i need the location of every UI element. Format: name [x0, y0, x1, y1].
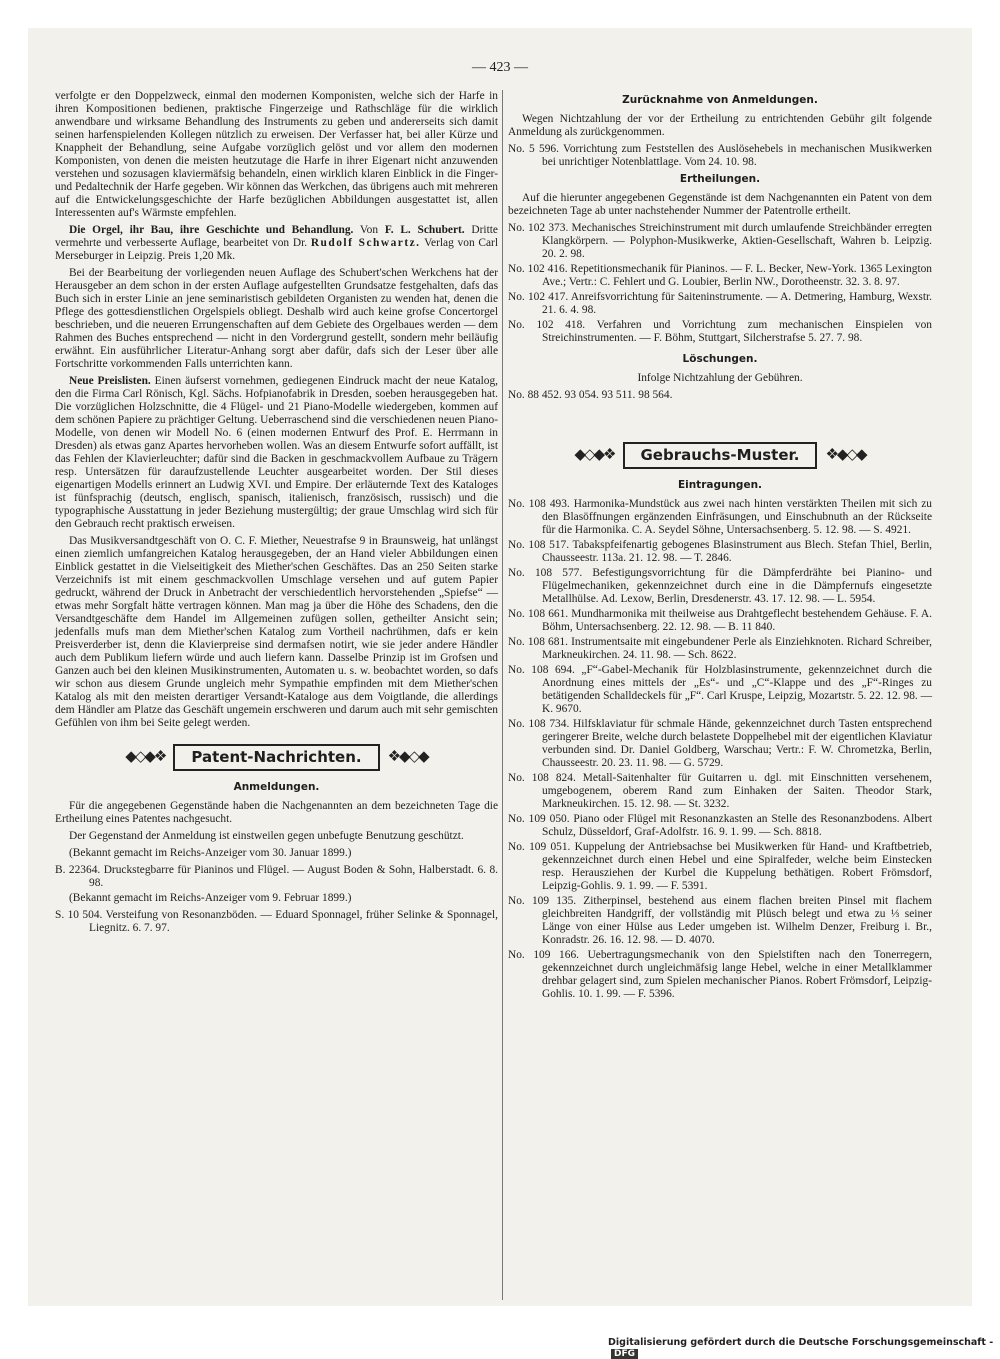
list-item: No. 108 577. Befestigungsvorrichtung für die Dämpferdrähte bei Pianino- und Flügelmechaniken, gekennzeichnet durch eine in die Dämpfernufs eingesetzte Metallhülse. Ad. Lexow, Berlin, Dresdenerstr. 43. 17. 12. 98. — L. 5954. [508, 567, 932, 605]
orgel-review-heading: Die Orgel, ihr Bau, ihre Geschichte und Behandlung. Von F. L. Schubert. Dritte vermehrte und verbesserte Auflage, bearbeitet von Dr. Rudolf Schwartz. Verlag von Carl Merseburger in Leipzig. Preis 1,20 Mk. [55, 224, 498, 262]
list-item: No. 108 661. Mundharmonika mit theilweise aus Drahtgeflecht bestehendem Gehäuse. F. A. Böhm, Untersachsenberg. 22. 12. 98. — B. 11 840. [508, 608, 932, 633]
list-item: No. 108 517. Tabakspfeifenartig gebogenes Blasinstrument aus Blech. Stefan Thiel, Berlin, Chausseestr. 113a. 21. 12. 98. — T. 2846. [508, 539, 932, 564]
dfg-logo: DFG [611, 1349, 638, 1359]
ornament-left-icon: ◆◇◆❖ [574, 447, 615, 463]
miether-paragraph: Das Musikversandtgeschäft von O. C. F. Miether, Neuestrafse 9 in Braunsweig, hat unlängst einen ziemlich umfangreichen Katalog herausgegeben, der an Hand vieler Abbildungen einen Einblick gestattet in die Vielseitigkeit des Miether'schen Geschäftes. Das an 250 Seiten starke Verzeichnifs ist mit einem geschmackvollen Umschlage versehen und auf gutem Papier gedruckt, während der Druck in Anbetracht der verschiedentlich hervorstehenden „Spiefse“ — etwas mehr Sorgfalt hätte vertragen können. Man mag ja über die Höhe des Schadens, den die Versandtgeschäfte dem Handel im Allgemeinen zufügen sollen, getheilter Ansicht sein; jedenfalls mufs man dem Miether'schen Katalog zum Vortheil nachrühmen, dafs er kein Preisverderber ist, denn die Klavierpreise sind dermafsen notirt, wie sie jeder andere Händler auch dem Publikum liefern würde und auch liefern kann. Dasselbe Prinzip ist im Grofsen und Ganzen auch bei den kleinen Musikinstrumenten, Automaten u. s. w. beobachtet worden, so dafs wir schon aus diesem Grunde ungleich mehr Sympathie empfinden mit dem Miether'schen Katalog als mit den meisten derartiger Versandt-Kataloge aus dem Voigtlande, die allerdings dem Händler am Platze das Geschäft ungemein erschweren und darum auch mit sehr gemischten Gefühlen von ihm bei Seite gelegt werden. [55, 535, 498, 729]
anmeldungen-intro: Für die angegebenen Gegenstände haben die Nachgenannten an dem bezeichneten Tage die Ertheilung eines Patentes nachgesucht. [55, 800, 498, 825]
list-item: No. 108 694. „F“-Gabel-Mechanik für Holzblasinstrumente, gekennzeichnet durch die Anordnung eines mittels der „Es“- und „C“-Klappe und des „F“-Ringes zu betätigenden Schalldeckels für „F“. Carl Kruspe, Leipzig, Mozartstr. 5. 22. 12. 98. — K. 9670. [508, 664, 932, 715]
ornament-right-icon: ❖◆◇◆ [387, 749, 428, 765]
loeschungen-entry: No. 88 452. 93 054. 93 511. 98 564. [508, 389, 673, 401]
preislisten-paragraph: Neue Preislisten. Einen äufserst vornehmen, gediegenen Eindruck macht der neue Katalog, den die Firma Carl Rönisch, Kgl. Sächs. Hofpianofabrik in Dresden, soeben herausgegeben hat. Die vorzüglichen Holzschnitte, die 4 Flügel- und 21 Piano-Modelle wiedergeben, kommen auf dem schönen Papiere zu prächtiger Geltung. Ueberraschend sind die verschiedenen neuen Piano-Modelle, von denen wir Modell No. 6 (einen modernen Entwurf des Prof. E. Herrmann in Dresden) als etwas ganz Apartes hervorheben wollen. Was an diesem Entwurfe sofort auffällt, ist das Fehlen der Klavierleuchter; dafür sind die Backen in geschmackvollem Aufbaue zu Trägern resp. Untersätzen für daraufzustellende Leuchter ausgearbeitet worden. Der Stil dieses eigenartigen Modells erinnert an Ludwig XVI. und Empire. Der erläuternde Text des Kataloges ist fünfsprachig (deutsch, englisch, spanisch, italienisch, französisch, russisch) und die typographische Ausstattung in jeder Beziehung mustergültig; der graue Umschlag wird sich für den Gebrauch recht praktisch erweisen. [55, 375, 498, 530]
list-item: No. 108 734. Hilfsklaviatur für schmale Hände, gekennzeichnet durch Tasten entsprechend geringerer Breite, welche durch belastete Doppelhebel mit der eigentlichen Klaviatur verbunden sind. Dr. Daniel Goldberg, Warschau; Vertr.: F. W. Chrometzka, Berlin, Chausseestr. 20. 23. 11. 98. — G. 5729. [508, 718, 932, 769]
harfe-review-text: verfolgte er den Doppelzweck, einmal den modernen Komponisten, welche sich der Harfe in ihren Kompositionen bedienen, praktische Fingerzeige und Rathschläge für die wirklich anwendbare und wirksame Behandlung des Instruments zu geben und andererseits sich damit seinen harfenspielenden Kollegen nützlich zu erweisen. Der Verfasser hat, bei aller Kürze und Knappheit der Behandlung, seine Aufgabe vorzüglich gelöst und vor allem den modernen Komponisten, von denen die meisten heutzutage die Harfe in ihrer Eigenart nicht anzuwenden verstehen und sozusagen klaviermäfsig behandeln, einen wirklich klaren Einblick in die Finger- und Pedaltechnik der Harfe gegeben. Wir können das Werkchen, das übrigens auch mit mehreren auf die Entwickelungsgeschichte der Harfe bezüglichen Abbildungen ausgestattet ist, allen Interessenten auf's Wärmste empfehlen. [55, 90, 498, 219]
left-column [55, 90, 498, 937]
bekannt-gemacht-1: (Bekannt gemacht im Reichs-Anzeiger vom 30. Januar 1899.) [69, 847, 352, 859]
anmeldungen-note: Der Gegenstand der Anmeldung ist einstweilen gegen unbefugte Benutzung geschützt. [69, 830, 464, 842]
patent-banner-title: Patent-Nachrichten. [173, 744, 379, 771]
list-item: No. 102 417. Anreifsvorrichtung für Saiteninstrumente. — A. Detmering, Hamburg, Wexstr. 21. 6. 4. 98. [508, 291, 932, 316]
orgel-title: Die Orgel, ihr Bau, ihre Geschichte und Behandlung. [69, 224, 354, 236]
loeschungen-subheading: Infolge Nichtzahlung der Gebühren. [637, 372, 803, 384]
zuruecknahme-entry: No. 5 596. Vorrichtung zum Feststellen des Auslösehebels in mechanischen Musikwerken bei unrichtiger Notenblattlage. Vom 24. 10. 98. [508, 143, 932, 168]
patent-banner [55, 744, 498, 771]
page-number: — 423 — [472, 60, 528, 75]
patent-entry-s: S. 10 504. Versteifung von Resonanzböden. — Eduard Sponnagel, früher Selinke & Sponnagel, Liegnitz. 6. 7. 97. [55, 909, 498, 934]
right-column [508, 90, 932, 1003]
list-item: No. 108 681. Instrumentsaite mit eingebundener Perle als Einziehknoten. Richard Schreiber, Markneukirchen. 24. 11. 98. — Sch. 8622. [508, 636, 932, 661]
list-item: No. 109 050. Piano oder Flügel mit Resonanzkasten an Stelle des Resonanzbodens. Albert Schulz, Düsseldorf, Graf-Adolfstr. 16. 9. 1. 99. — Sch. 8818. [508, 813, 932, 838]
gebrauchs-banner-title: Gebrauchs-Muster. [623, 442, 818, 469]
preislisten-title: Neue Preislisten. [69, 375, 151, 387]
orgel-author: F. L. Schubert. [384, 224, 465, 236]
list-item: No. 109 166. Uebertragungsmechanik von den Spielstiften nach den Tonerregern, gekennzeichnet durch ungleichmäfsig lange Hebel, welche in einer Metallklammer drehbar gelagert sind, zum Spielen mechanischer Pianos. Robert Frömsdorf, Leipzig-Gohlis. 10. 1. 99. — F. 5396. [508, 949, 932, 1000]
anmeldungen-heading: Anmeldungen. [233, 781, 320, 793]
footer-text: Digitalisierung gefördert durch die Deutsche Forschungsgemeinschaft - [608, 1337, 994, 1348]
list-item: No. 109 135. Zitherpinsel, bestehend aus einem flachen breiten Pinsel mit flachem gleichbreiten Handgriff, der vollständig mit Plüsch belegt und etwa zu ⅓ seiner Länge von einer Hülse aus Leder umgeben ist. Wilhelm Denzer, Freiburg i. Br., Konradstr. 26. 16. 12. 98. — D. 4070. [508, 895, 932, 946]
list-item: No. 102 373. Mechanisches Streichinstrument mit durch umlaufende Streichbänder erregten Klangkörpern. — Polyphon-Musikwerke, Aktien-Gesellschaft, Wahren b. Leipzig. 20. 2. 98. [508, 222, 932, 260]
list-item: No. 108 493. Harmonika-Mundstück aus zwei nach hinten verstärkten Theilen mit sich zu den Blasöffnungen ergänzenden Einfräsungen, und Einschubnuth an der Rückseite für die Harmonika. C. A. Seydel Söhne, Untersachsenberg. 5. 12. 98. — S. 4921. [508, 498, 932, 536]
list-item: No. 108 824. Metall-Saitenhalter für Guitarren u. dgl. mit Einschnitten versehenem, umgebogenem, oberem Rand zum Einhaken der Saiten. Theodor Stark, Markneukirchen. 15. 12. 98. — St. 3232. [508, 772, 932, 810]
eintragungen-heading: Eintragungen. [677, 479, 763, 491]
bekannt-gemacht-2: (Bekannt gemacht im Reichs-Anzeiger vom 9. Februar 1899.) [69, 892, 352, 904]
gebrauchs-banner [508, 442, 932, 469]
footer-credit [608, 1337, 1000, 1359]
ertheilungen-text: Auf die hierunter angegebenen Gegenstände ist dem Nachgenannten ein Patent von dem bezeichneten Tage ab unter nachstehender Nummer der Patentrolle ertheilt. [508, 192, 932, 217]
patent-entry-b: B. 22364. Druckstegbarre für Pianinos und Flügel. — August Boden & Sohn, Halberstadt. 6. 8. 98. [55, 864, 498, 889]
ertheilungen-heading: Ertheilungen. [679, 173, 761, 185]
loeschungen-heading: Löschungen. [682, 353, 758, 365]
orgel-review-text: Bei der Bearbeitung der vorliegenden neuen Auflage des Schubert'schen Werkchens hat der Herausgeber an dem schon in der ersten Auflage aufgestellten Grundsatze festgehalten, dafs das Buch sich in erster Linie an jene seminaristisch gebildeten Organisten zu wenden hat, denen die Pflege des gottesdienstlichen Orgelspiels obliegt. Deshalb wird auch keine grofse Concertorgel beschrieben, und die neueren Errungenschaften auf dem Gebiete des Orgelbaues werden — dem Rahmen des Buches entsprechend — nicht in den Vordergrund gestellt, sondern mehr beiläufig erwähnt. Ein ausführlicher Literatur-Anhang sorgt aber dafür, dafs sich der Leser über alle Fortschritte vorkommenden Falls unterrichten kann. [55, 267, 498, 370]
list-item: No. 102 416. Repetitionsmechanik für Pianinos. — F. L. Becker, New-York. 1365 Lexington Ave.; Vertr.: C. Fehlert und G. Loubier, Berlin NW., Dorotheenstr. 32. 3. 8. 97. [508, 263, 932, 288]
column-divider [502, 90, 503, 1300]
ornament-left-icon: ◆◇◆❖ [125, 749, 166, 765]
list-item: No. 102 418. Verfahren und Vorrichtung zum mechanischen Einspielen von Streichinstrumenten. — F. Böhm, Stuttgart, Silcherstrafse 5. 27. 7. 98. [508, 319, 932, 344]
ornament-right-icon: ❖◆◇◆ [825, 447, 866, 463]
zuruecknahme-text: Wegen Nichtzahlung der vor der Ertheilung zu entrichtenden Gebühr gilt folgende Anmeldung als zurückgenommen. [508, 113, 932, 138]
orgel-editor: Rudolf Schwartz. [310, 237, 421, 249]
list-item: No. 109 051. Kuppelung der Antriebsachse bei Musikwerken für Hand- und Kraftbetrieb, gekennzeichnet durch einen Hebel und eine Spiralfeder, welche beim Einstecken resp. Herausziehen der Kurbel die Kuppelung bethätigen. Robert Frömsdorf, Leipzig-Gohlis. 9. 1. 99. — F. 5391. [508, 841, 932, 892]
zuruecknahme-heading: Zurücknahme von Anmeldungen. [622, 94, 818, 106]
